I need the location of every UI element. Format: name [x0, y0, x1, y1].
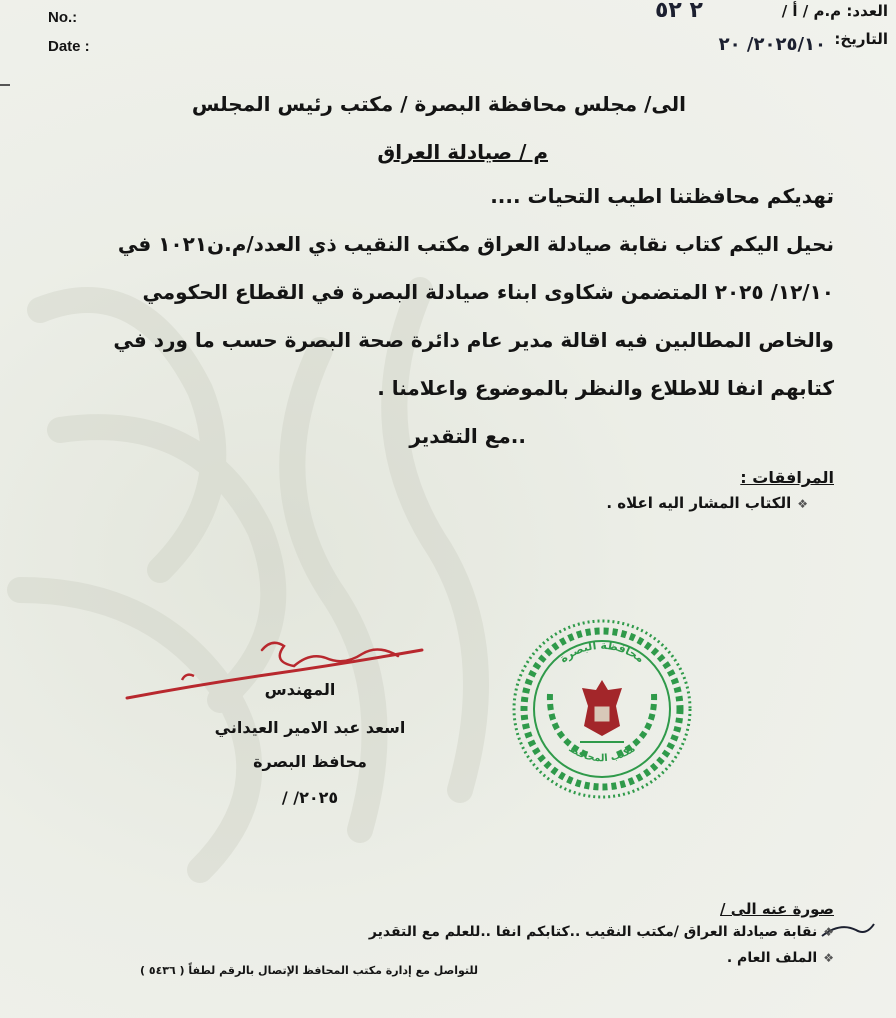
svg-text:مكتب المحافظ [567, 743, 638, 764]
signature-date: / /٢٠٢٥ [281, 788, 339, 807]
number-handwritten: ٢ ٥٢ [655, 0, 703, 23]
bullet-icon: ❖ [823, 951, 834, 965]
date-label-ar: التاريخ: [834, 30, 888, 48]
footer-contact-note: للتواصل مع إدارة مكتب المحافظ الإتصال بالرقم لطفاً ( ٥٤٣٦ ) [140, 964, 478, 977]
svg-text:محافظة البصرة [557, 639, 646, 666]
margin-mark [0, 84, 10, 86]
attachment-item: ❖الكتاب المشار اليه اعلاه . [606, 494, 808, 512]
subject-line: م / صيادلة العراق [377, 140, 548, 164]
number-label-ar: العدد: م.م / أ / [781, 2, 888, 20]
copy-to-item-1: ❖نقابة صيادلة العراق /مكتب النقيب ..كتابكم انفا ..للعلم مع التقدير [368, 924, 834, 940]
copy-to-label: صورة عنه الى / [720, 900, 834, 918]
stamp-top-text: محافظة البصرة [557, 638, 647, 666]
body-line-3: والخاص المطالبين فيه اقالة مدير عام دائرة صحة البصرة حسب ما ورد في [113, 328, 834, 352]
bullet-icon: ❖ [823, 925, 834, 939]
closing-line: ..مع التقدير [409, 424, 526, 448]
eagle-emblem-icon [580, 680, 624, 742]
stamp-bottom-text: مكتب المحافظ [566, 743, 638, 765]
signatory-title: المهندس [264, 680, 336, 699]
date-handwritten: ٢٠٢٥/١٠/ ٢٠ [718, 34, 826, 55]
greeting-line: تهديكم محافظتنا اطيب التحيات .... [490, 184, 834, 208]
copy-to-item-2: ❖الملف العام . [726, 950, 834, 966]
body-line-4: كتابهم انفا للاطلاع والنظر بالموضوع واعلامنا . [377, 376, 834, 400]
signatory-name: اسعد عبد الامير العيداني [214, 718, 406, 737]
date-label-en: Date : [48, 38, 90, 55]
body-line-1: نحيل اليكم كتاب نقابة صيادلة العراق مكتب النقيب ذي العدد/م.ن١٠٢١ في [117, 232, 834, 256]
governor-office-stamp [510, 614, 694, 804]
bullet-icon: ❖ [797, 497, 808, 511]
attachments-label: المرافقات : [740, 468, 834, 487]
signatory-position: محافظ البصرة [253, 752, 367, 771]
number-label-en: No.: [48, 9, 78, 26]
addressee-line: الى/ مجلس محافظة البصرة / مكتب رئيس المجلس [191, 92, 686, 116]
body-line-2: ١٢/١٠/ ٢٠٢٥ المتضمن شكاوى ابناء صيادلة البصرة في القطاع الحكومي [142, 280, 834, 304]
